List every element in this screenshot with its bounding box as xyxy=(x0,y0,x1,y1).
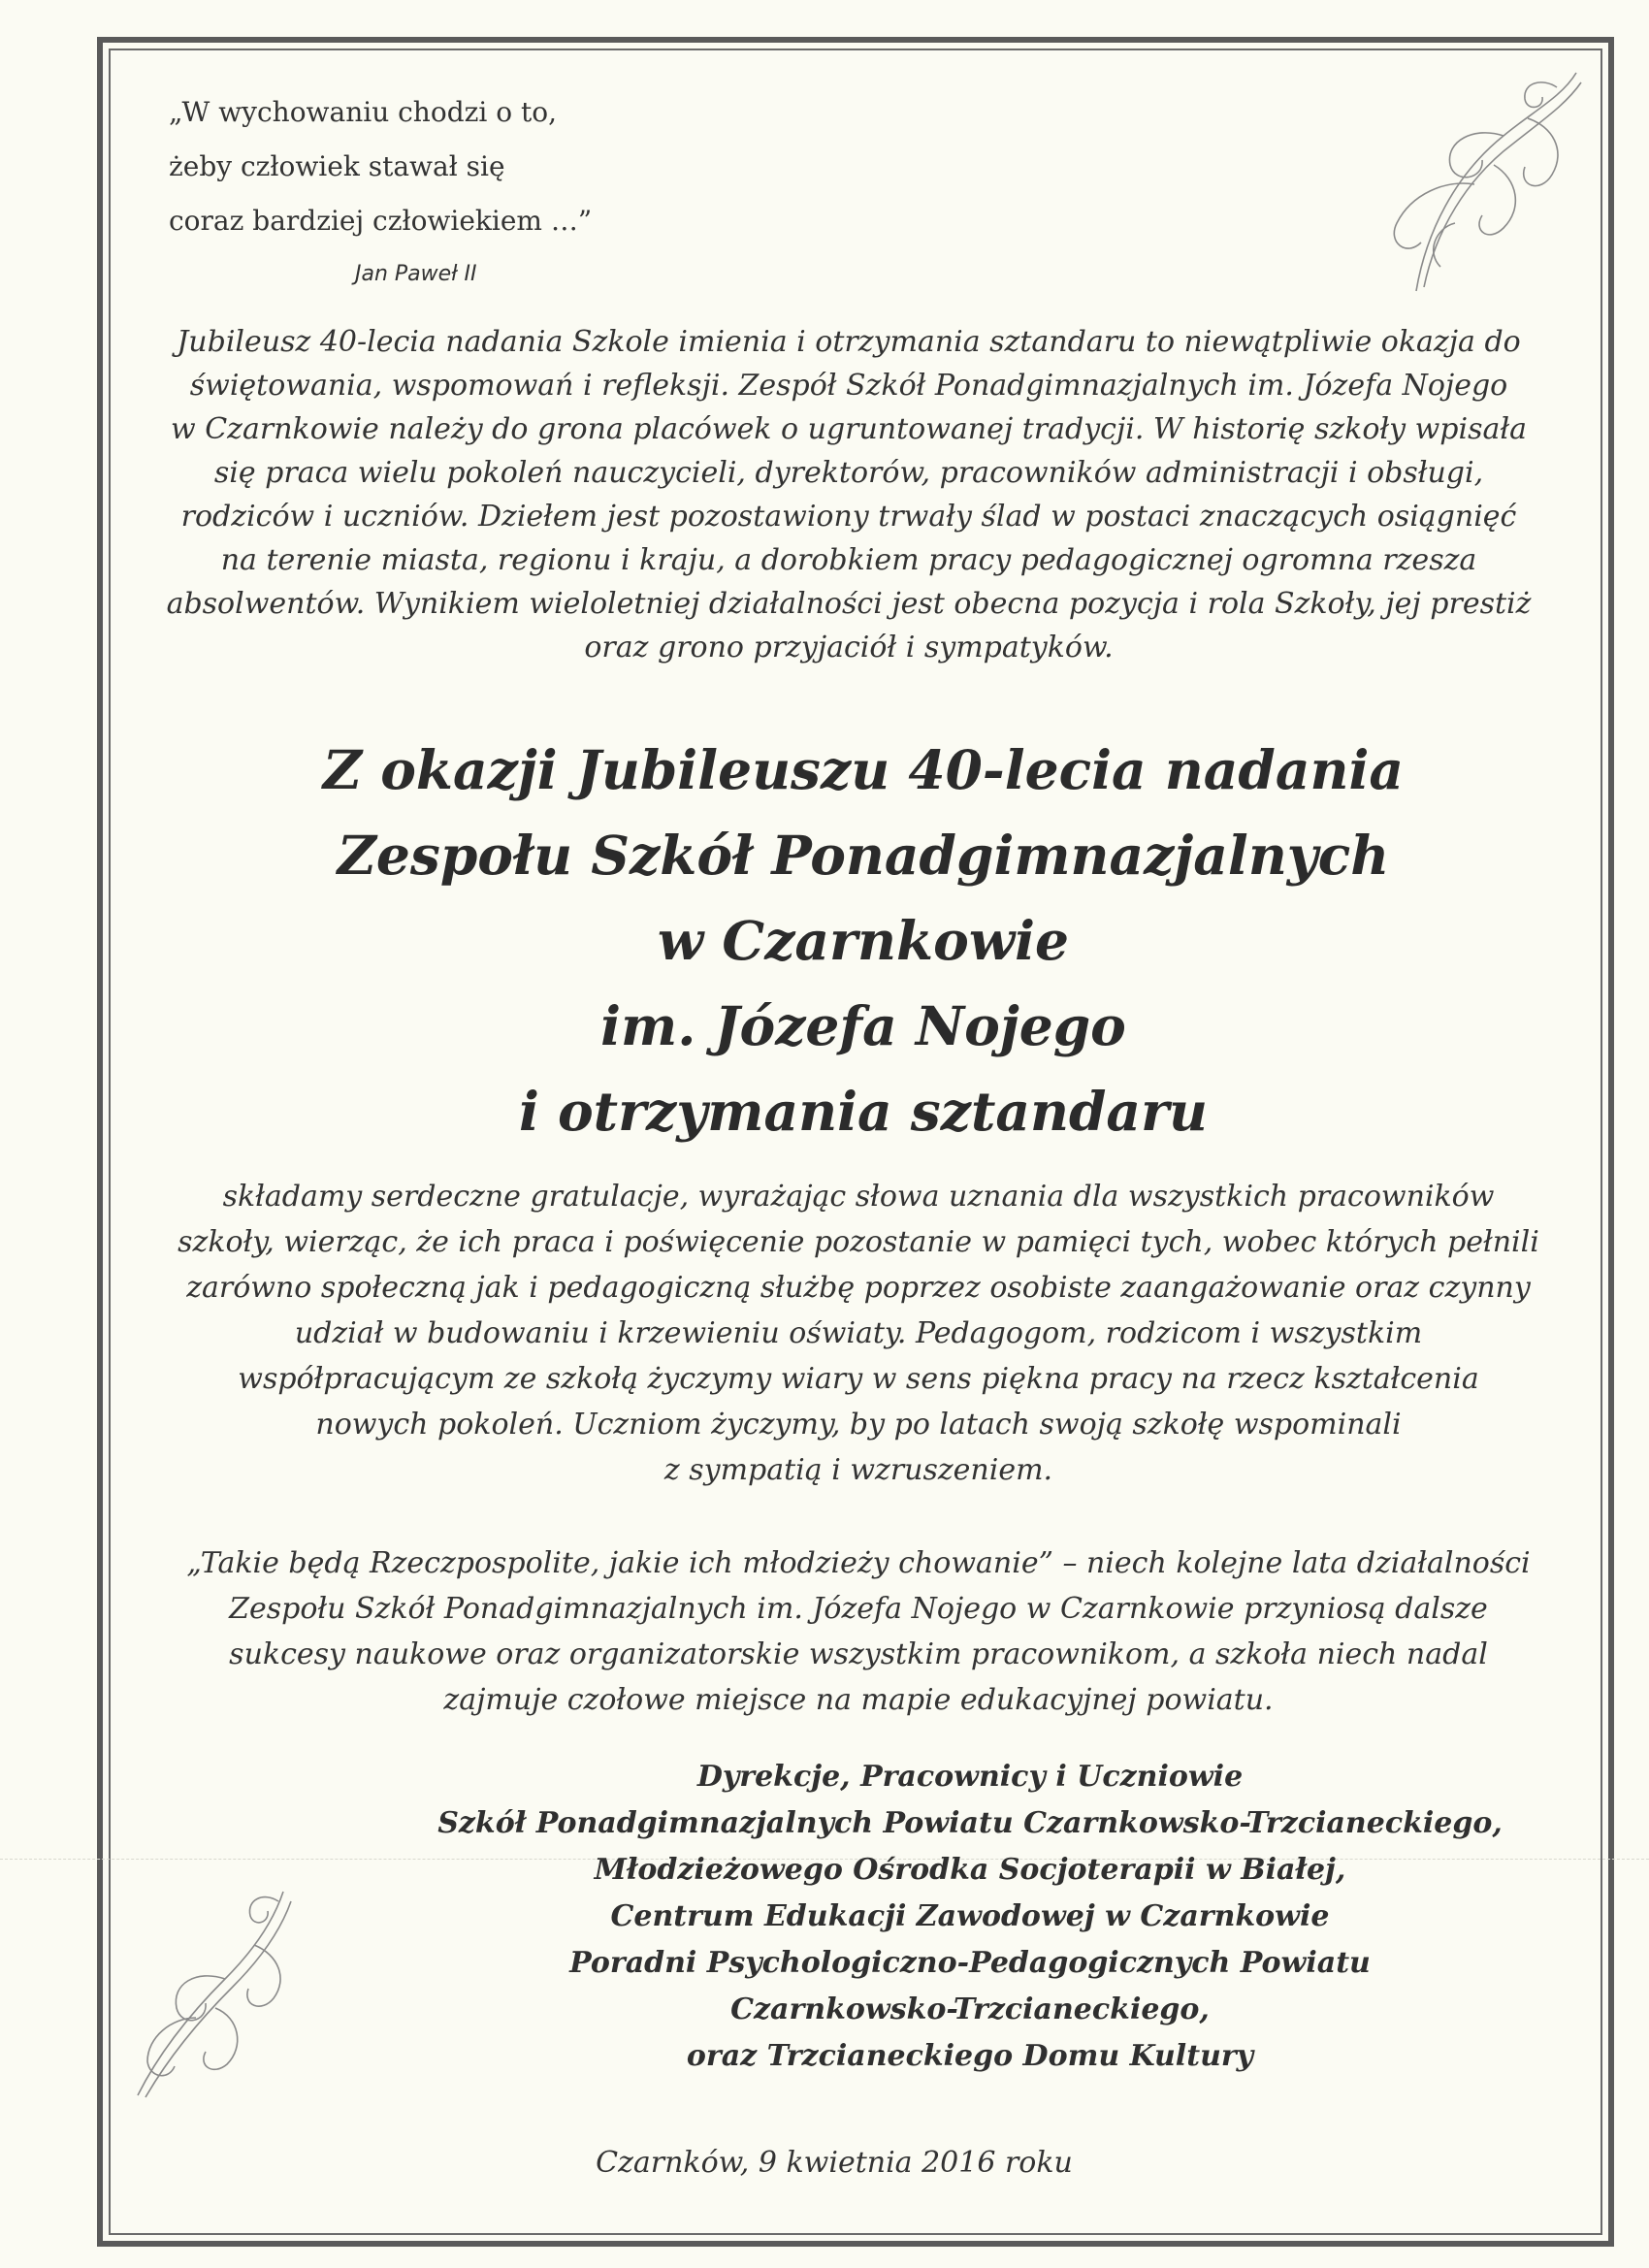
signatory-line: Dyrekcje, Pracownicy i Uczniowie xyxy=(696,1760,1244,1794)
intro-line: absolwentów. Wynikiem wieloletniej działalności jest obecna pozycja i rola Szkoły, jej prestiż xyxy=(166,587,1532,621)
closing-line: Zespołu Szkół Ponadgimnazjalnych im. Józefa Nojego w Czarnkowie przyniosą dalsze xyxy=(229,1592,1488,1626)
intro-line: się praca wielu pokoleń nauczycieli, dyrektorów, pracowników administracji i obsługi, xyxy=(213,456,1484,490)
wishes-line: składamy serdeczne gratulacje, wyrażając słowa uznania dla wszystkich pracowników xyxy=(222,1180,1495,1214)
signatory-line: Poradni Psychologiczno-Pedagogicznych Powiatu xyxy=(569,1946,1371,1980)
wishes-line: nowych pokoleń. Uczniom życzymy, by po latach swoją szkołę wspominali xyxy=(315,1408,1402,1442)
closing-paragraph xyxy=(165,1540,1552,1723)
wishes-paragraph xyxy=(165,1174,1552,1493)
heading-line: i otrzymania sztandaru xyxy=(518,1080,1209,1143)
epigraph-quote xyxy=(169,85,848,248)
closing-line: „Takie będą Rzeczpospolite, jakie ich młodzieży chowanie” – niech kolejne lata działalności xyxy=(186,1546,1531,1580)
intro-line: na terenie miasta, regionu i kraju, a dorobkiem pracy pedagogicznej ogromna rzesza xyxy=(220,543,1477,577)
signatory-line: Szkół Ponadgimnazjalnych Powiatu Czarnkowsko-Trzcianeckiego, xyxy=(437,1806,1503,1840)
signatory-line: Czarnkowsko-Trzcianeckiego, xyxy=(730,1993,1210,2026)
wishes-line: z sympatią i wzruszeniem. xyxy=(663,1453,1053,1487)
epigraph-line: coraz bardziej człowiekiem …” xyxy=(169,205,593,237)
signatory-line: Centrum Edukacji Zawodowej w Czarnkowie xyxy=(610,1899,1330,1933)
intro-paragraph xyxy=(165,320,1533,669)
epigraph-line: żeby człowiek stawał się xyxy=(169,150,505,182)
intro-line: Jubileusz 40-lecia nadania Szkole imienia i otrzymania sztandaru to niewątpliwie okazja do xyxy=(177,325,1521,359)
wishes-line: szkoły, wierząc, że ich praca i poświęcenie pozostanie w pamięci tych, wobec których pełnili xyxy=(178,1225,1539,1259)
signatory-line: oraz Trzcianeckiego Domu Kultury xyxy=(686,2039,1254,2073)
epigraph-line: „W wychowaniu chodzi o to, xyxy=(169,96,557,128)
wishes-line: współpracującym ze szkołą życzymy wiary w sens piękna pracy na rzecz kształcenia xyxy=(238,1362,1479,1396)
signatories-block xyxy=(369,1754,1571,2080)
heading-line: w Czarnkowie xyxy=(657,909,1070,972)
heading-line: im. Józefa Nojego xyxy=(600,994,1126,1057)
wishes-line: udział w budowaniu i krzewieniu oświaty. Pedagogom, rodzicom i wszystkim xyxy=(294,1316,1423,1350)
flourish-ornament-icon xyxy=(1358,58,1591,301)
closing-line: sukcesy naukowe oraz organizatorskie wszystkim pracownikom, a szkoła niech nadal xyxy=(229,1637,1488,1671)
heading-line: Z okazji Jubileuszu 40-lecia nadania xyxy=(322,738,1405,801)
signatory-line: Młodzieżowego Ośrodka Socjoterapii w Białej, xyxy=(594,1853,1346,1887)
closing-line: zajmuje czołowe miejsce na mapie edukacyjnej powiatu. xyxy=(443,1683,1274,1717)
epigraph-author: Jan Paweł II xyxy=(355,262,477,286)
wishes-line: zarówno społeczną jak i pedagogiczną służbę poprzez osobiste zaangażowanie oraz czynny xyxy=(186,1271,1531,1305)
heading-line: Zespołu Szkół Ponadgimnazjalnych xyxy=(337,824,1390,887)
intro-line: rodziców i uczniów. Dziełem jest pozostawiony trwały ślad w postaci znaczących osiągnięć xyxy=(180,500,1517,534)
intro-line: w Czarnkowie należy do grona placówek o ugruntowanej tradycji. W historię szkoły wpisała xyxy=(171,412,1527,446)
flourish-ornament-icon xyxy=(118,1872,322,2105)
main-heading xyxy=(136,728,1591,1154)
place-date: Czarnków, 9 kwietnia 2016 roku xyxy=(596,2146,1073,2180)
intro-line: oraz grono przyjaciół i sympatyków. xyxy=(584,631,1114,664)
intro-line: świętowania, wspomowań i refleksji. Zespół Szkół Ponadgimnazjalnych im. Józefa Nojego xyxy=(189,369,1508,403)
